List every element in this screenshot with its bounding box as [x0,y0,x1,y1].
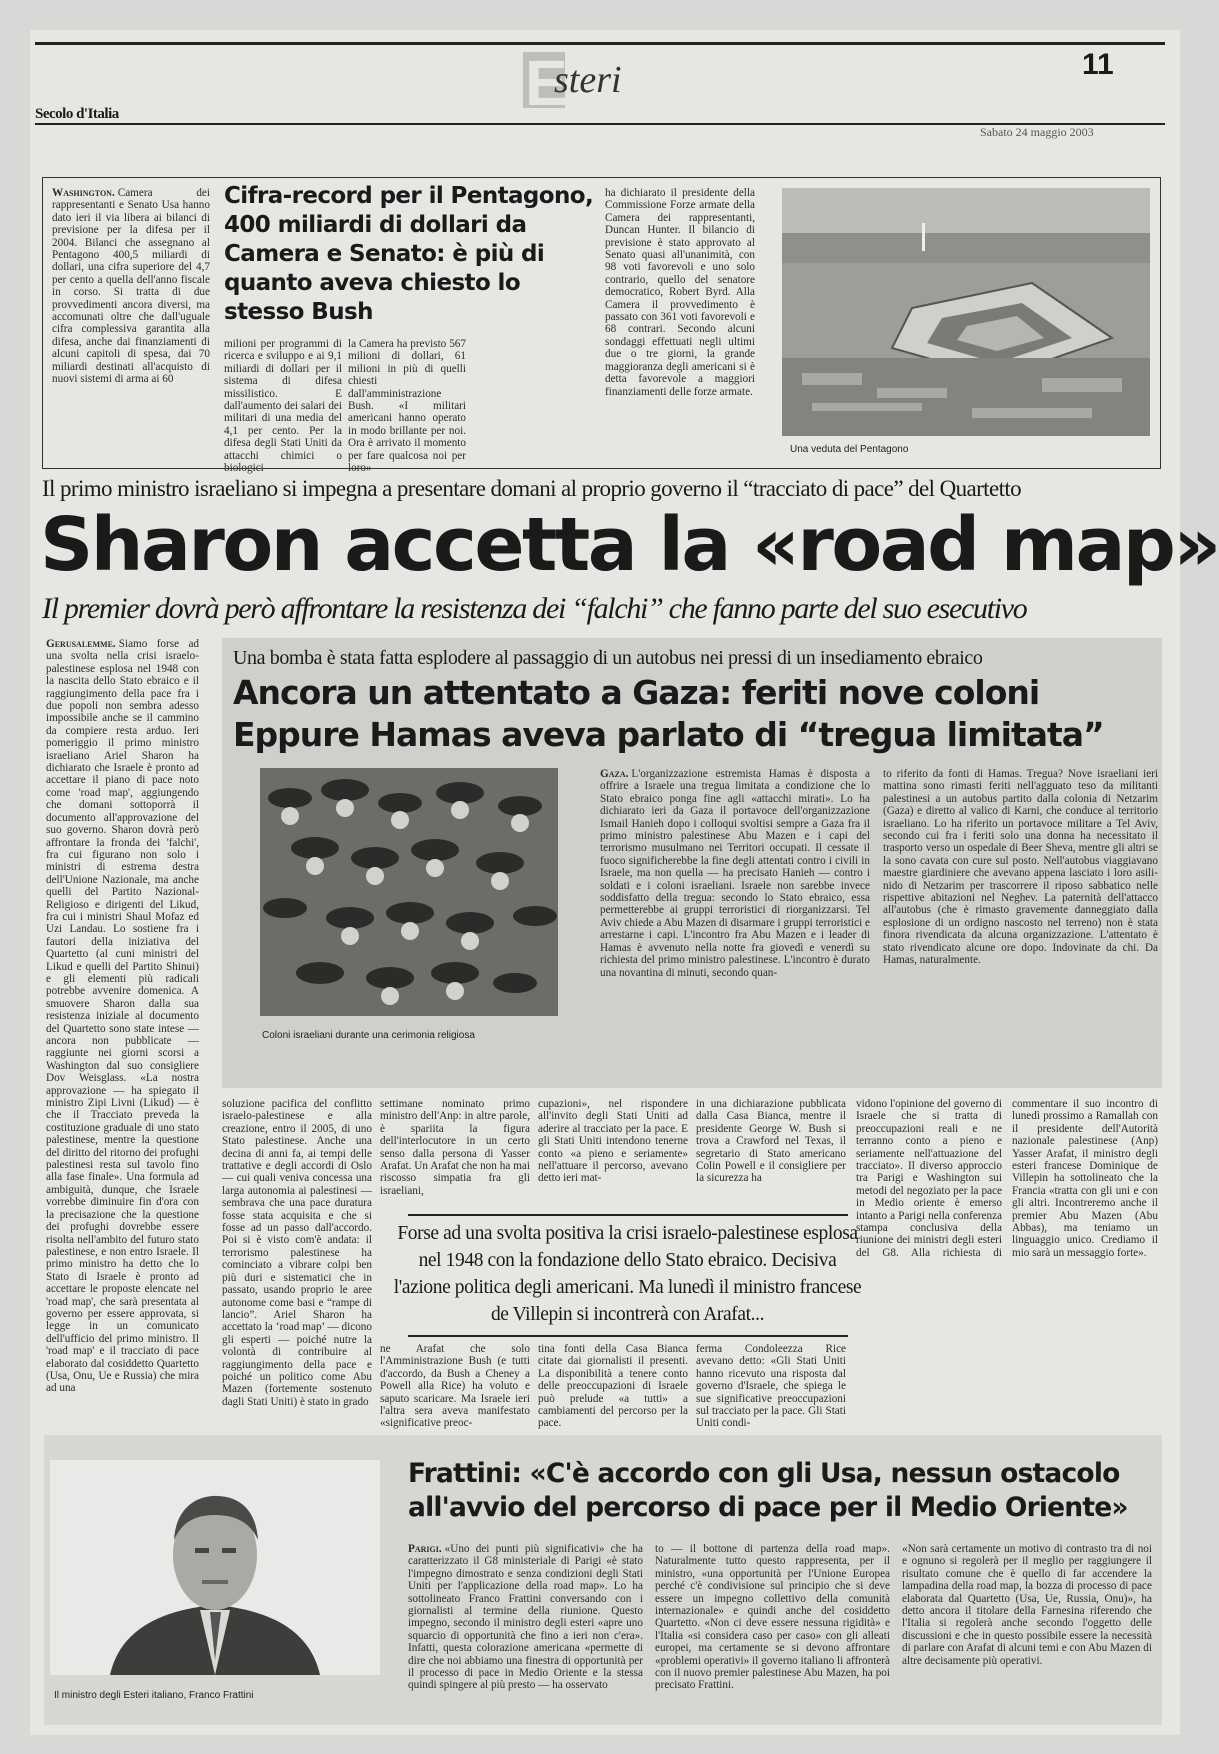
pullquote: Forse ad una svolta positiva la crisi israelo-palestinese esplosa nel 1948 con la fondazione dello Stato ebraico. Decisiva l'azione politica degli americani. Ma lunedì il ministro francese de Villepin si incontrerà con Arafat... [393,1223,862,1325]
main-col-1: Gerusalemme. Siamo forse ad una svolta nella crisi israelo-palestinese esplosa nel 1948 con la nascita dello Stato ebraico e il raggiungimento della pace fra i due popoli non sembra adesso impossibile anche se il cammino da compiere resta arduo. Ieri pomeriggio il primo ministro israeliano Ariel Sharon ha dichiarato che Israele è pronto ad accettare il piano di pace noto come 'road map', aggiungendo che domani sottoporrà il documento all'approvazione del suo governo. Sharon dovrà però affrontare la fronda dei 'falchi', fra cui figurano non solo i ministri di estrema destra dell'Unione Nazionale, ma anche quelli del Partito Nazional-Religioso e dirigenti del Likud, fra cui i ministri Shaul Mofaz ed Uzi Landau. Lo sostiene fra i fautori della iniziativa del Quartetto (al cuni ministri del Likud e quelli del Partito Shinui) e gli elementi più radicali potrebbe avvenire domenica. A smuovere Sharon dalla sua resistenza iniziale al documento del Quartetto sono state intese — ancora non pubblicate — raggiunte nei giorni scorsi a Washington dal suo consigliere Dov Weisglass. «La nostra approvazione — ha spiegato il ministro Zipi Livni (Likud) — è che il Tracciato preveda la costituzione graduale di uno stato palestinese, mentre la questione del diritto del ritorno dei profughi palestinesi resta sul tavolo fino alla fase finale». Una formula ad ambiguità, dunque, che Israele vorrebbe diminuire fin d'ora con la precisazione che la questione dei profughi dovrebbe essere risolta nell'ambito del futuro stato palestinese, e non entro Israele. Il primo ministro ha detto che lo Stato di Israele è pronto ad accettare le proposte elencate nel 'road map', che sarà presentata al governo per essere approvata, si legge in un comunicato dell'ufficio del primo ministro. Il 'road map' e il tracciato di pace elaborato dal cosiddetto Quartetto (Usa, Onu, Ue e Russia) che mira ad una [46,638,199,1395]
frattini-photo-caption: Il ministro degli Esteri italiano, Franco Frattini [54,1690,254,1701]
pentagon-photo [782,188,1150,436]
settlers-photo-caption: Coloni israeliani durante una cerimonia religiosa [262,1030,475,1041]
gaza-col-1: Gaza. L'organizzazione estremista Hamas è disposta a offrire a Israele una tregua limitata a condizione che lo Stato ebraico ponga fine agli «attacchi mirati». Lo ha dichiarato ieri da Gaza il portavoce dell'organizzazione Ismail Hanieh dopo i colloqui svoltisi sempre a Gaza fra il primo ministro palestinese Abu Mazen e i capi del terrorismo musulmano nei Territori occupati. Il cessate il fuoco significherebbe la fine degli attentati contro i civili in Israele, ma non quella — ha precisato Hanieh — contro i soldati e i coloni israeliani. Israele non sarebbe invece soddisfatto della tregua: secondo lo Stato ebraico, essa permetterebbe ai gruppi terroristici di riorganizzarsi. Tel Aviv chiede a Abu Mazen di disarmare i gruppi terroristici e arrestarne i capi. L'incontro fra Abu Mazen e i leader di Hamas è avvenuto nella notte fra giovedì e venerdì su richiesta del primo ministro palestinese. L'incontro è durato una novantina di minuti, secondo quan- [600,768,870,979]
pentagon-col-2: milioni per programmi di ricerca e sviluppo e ai 9,1 miliardi di dollari per il sistema di difesa missilistico. E dall'aumento dei salari dei militari di una media del 4,1 per cento. Per la difesa degli Stati Uniti da attacchi chimici o biologici [224,338,342,475]
frattini-col-1: Parigi. «Uno dei punti più significativi» che ha caratterizzato il G8 ministeriale di Parigi «è stato l'impegno dimostrato e senza condizioni degli Stati Uniti per l'applicazione della road map». Lo ha sottolineato Franco Frattini conversando con i giornalisti al termine della riunione. Questo impegno, secondo il ministro degli esteri «apre uno squarcio di opportunità che fino a ieri non c'era». Infatti, questa colorazione americana «permette di dire che noi abbiamo una finestra di opportunità per il processo di pace in Medio Oriente e la stessa quindi spingere al più presto — ha osservato [408,1543,643,1692]
pentagon-photo-caption: Una veduta del Pentagono [790,444,909,455]
main-col-6: vidono l'opinione del governo di Israele che si tratta di preoccupazioni reali e ne terranno conto a pieno e seriamente nell'attuazione del tracciato». Il diverso approccio tra Parigi e Washington sui metodi del negoziato per la pace in Medio oriente è emerso intanto a Parigi nella conferenza stampa conclusiva della riunione dei ministri degli esteri del G8. Alla richiesta di commentare il suo incontro di lunedì prossimo a Ramallah con il presidente dell'Autorità nazionale palestinese (Anp) Yasser Arafat, il ministro degli esteri francese Dominique de Villepin ha sottolineato che la Francia «tratta con gli uni e con gli altri. Incontreremo anche il premier Abu Mazen (Abu Abbas), ma teniamo un linguaggio unico. Crediamo il mio sarà un messaggio forte». [856,1098,1158,1259]
gaza-headline-1: Ancora un attentato a Gaza: feriti nove coloni [233,673,1040,712]
frattini-headline: Frattini: «C'è accordo con gli Usa, nessun ostacolo all'avvio del percorso di pace per il Medio Oriente» [408,1458,1128,1523]
main-subhead: Il premier dovrà però affrontare la resistenza dei “falchi” che fanno parte del suo esecutivo [42,592,1027,625]
main-col-2: soluzione pacifica del conflitto israelo-palestinese e alla creazione, entro il 2005, di uno Stato palestinese. Anche una decina di anni fa, ai tempi delle trattative e degli accordi di Oslo — cui quali veniva concessa una larga autonomia ai palestinesi — sembrava che una pace duratura fosse stata acquisita e che si fosse ad un passo dall'accordo. Poi si è visto com'è andata: il terrorismo palestinese ha cominciato a vibrare colpi ben più duri e sistematici che in passato, usando proprio le aree autonome come basi e “rampe di lancio”. Ariel Sharon ha accettato la ‘road map’ — dicono gli esperti — poiché nutre la volontà di contribuire al raggiungimento della pace e poiché un politico come Abu Mazen (fortemente sostenuto dagli Stati Uniti) è stato in grado [222,1098,372,1408]
main-col-3: settimane nominato primo ministro dell'Anp: in altre parole, è spariita la figura dell'interlocutore in un certo senso dalla persona di Yasser Arafat. Un Arafat che non ha mai riscosso simpatia fra gli israeliani, [380,1098,530,1197]
pullquote-bottom-rule [408,1335,848,1337]
pentagon-col-4: ha dichiarato il presidente della Commissione Forze armate della Camera dei rappresentanti, Duncan Hunter. Il bilancio di previsione è stato approvato al Senato quasi all'unanimità, con 98 voti favorevoli e uno solo contrario, quello del senatore democratico, Robert Byrd. Alla Camera il provvedimento è passato con 361 voti favorevoli e 68 contrari. Secondo alcuni sondaggi effettuati negli ultimi due o tre giorni, la grande maggioranza degli americani si è detta favorevole a maggiori finanziamenti delle forze armate. [605,187,755,398]
header-top-rule [35,42,1165,45]
pentagon-col-3: la Camera ha previsto 567 milioni di dollari, 61 milioni in più di quelli chiesti dall'amministrazione Bush. «I militari americani hanno operato in modo brillante per noi. Ora è arrivato il momento per fare qualcosa noi per loro» [348,338,466,475]
pentagon-col-1: Washington. Camera dei rappresentanti e Senato Usa hanno dato ieri il via libera ai bilanci di previsione per la difesa per il 2004. Bilanci che assegnano al Pentagono 400,5 miliardi di dollari, una cifra superiore del 4,7 per cento a quella dell'anno fiscale in corso. Si tratta di due provvedimenti ancora diversi, ma accomunati oltre che dall'uguale cifra complessiva garantita alla difesa, anche dai finanziamenti di alcuni capitoli di spesa, dai 70 miliardi destinati all'acquisto di nuovi sistemi di arma ai 60 [52,187,210,386]
frattini-col-3: «Non sarà certamente un motivo di contrasto tra di noi e ognuno si regolerà per il meglio per raggiungere il risultato comune che è quello di far accendere la lampadina della road map, la bozza di processo di pace elaborata dal Quartetto (Usa, Ue, Russia, Onu)», ha detto ancora il titolare della Farnesina riferendo che l'Italia si regolerà anche secondo l'oggetto delle discussioni e che in questo possibile essere la necessità di parlare con Arafat di alcuni temi e con Abu Mazen di altre decisamente più operativi. [902,1543,1152,1667]
pullquote-top-rule [408,1214,848,1216]
main-col-4: cupazioni», nel rispondere all'invito degli Stati Uniti ad aderire al tracciato per la pace. E gli Stati Uniti intendono tenerne conto «a pieno e seriamente» nell'attuare il percorso, avevano detto ieri mat- [538,1098,688,1185]
frattini-photo [50,1460,380,1675]
main-col-5: in una dichiarazione pubblicata dalla Casa Bianca, mentre il presidente George W. Bush si trova a Crawford nel Texas, il segretario di Stato americano Colin Powell e il consigliere per la sicurezza ha [696,1098,846,1185]
settlers-photo [260,768,558,1016]
pentagon-col-3b [472,338,590,462]
main-kicker: Il primo ministro israeliano si impegna a presentare domani al proprio governo il “tracciato di pace” del Quartetto [42,476,1022,501]
pentagon-headline: Cifra-record per il Pentagono, 400 miliardi di dollari da Camera e Senato: è più di quanto aveva chiesto lo stesso Bush [224,183,594,325]
main-headline: Sharon accetta la «road map» [40,502,1219,588]
issue-date: Sabato 24 maggio 2003 [980,125,1094,139]
page-number: 11 [1082,48,1114,81]
gaza-kicker: Una bomba è stata fatta esplodere al passaggio di un autobus nei pressi di un insediamento ebraico [233,647,983,669]
frattini-col-2: to — il bottone di partenza della road map». Naturalmente tutto questo rappresenta, per il ministro, «una opportunità per l'Unione Europea perché c'è condivisione sul principio che si deve essere un impegno collettivo della comunità internazionale» e quindi anche del cosiddetto Quartetto. «Non ci deve essere nessuna rigidità» e l'Italia «si considera caso per caso» con gli alleati europei, ma certamente se si devono affrontare «problemi operativi» il governo italiano li affronterà con il nuovo premier palestinese Abu Mazen, ha poi precisato Frattini. [655,1543,890,1692]
section-initial: E [525,47,568,119]
main-col-3b: ne Arafat che solo l'Amministrazione Bush (e tutti d'accordo, da Bush a Cheney a Powell alla Rice) ha voluto e saputo scaricare. Ma Israele ieri l'altra sera aveva manifestato «significative preoc- [380,1343,530,1430]
gaza-col-2: to riferito da fonti di Hamas. Tregua? Nove israeliani ieri mattina sono rimasti feriti nell'agguato teso da militanti palestinesi a un autobus partito dalla colonia di Netzarim (Gaza) e diretto al valico di Karni, che conduce al territorio israeliano. Lo ha riferito un portavoce militare a Tel Aviv, secondo cui fra i feriti solo una donna ha necessitato il trasporto verso un ospedale di Beer Sheva, mentre gli altri se la sono cavata con cure sul posto. Nell'autobus viaggiavano maestre giardiniere che avevano appena lasciato i loro asili-nido di Netzarim per trascorrere il riposo sabbatico nelle rispettive abitazioni nel Neghev. La paternità dell'attacco all'autobus (che è rimasto gravemente danneggiato dalla esplosione di un ordigno nascosto nel terreno) non è stata finora rivendicata da alcuna organizzazione. L'attentato è stato rivendicato alcune ore dopo. Indovinate da chi. Da Hamas, naturalmente. [883,768,1158,967]
main-col-5b: ferma Condoleezza Rice avevano detto: «Gli Stati Uniti hanno ricevuto una risposta dal governo d'Israele, che spiega le sue significative preoccupazioni sul tracciato per la pace. Gli Stati Uniti condi- [696,1343,846,1430]
section-title: steri [554,59,622,101]
paper-name: Secolo d'Italia [35,106,119,122]
main-col-4b: tina fonti della Casa Bianca citate dai giornalisti il presenti. La disponibilità a tenere conto delle preoccupazioni di Israele può prelude «a tutti» a cambiamenti del percorso per la pace. [538,1343,688,1430]
gaza-headline-2: Eppure Hamas aveva parlato di “tregua limitata” [233,715,1104,754]
newspaper-page [30,30,1219,1735]
